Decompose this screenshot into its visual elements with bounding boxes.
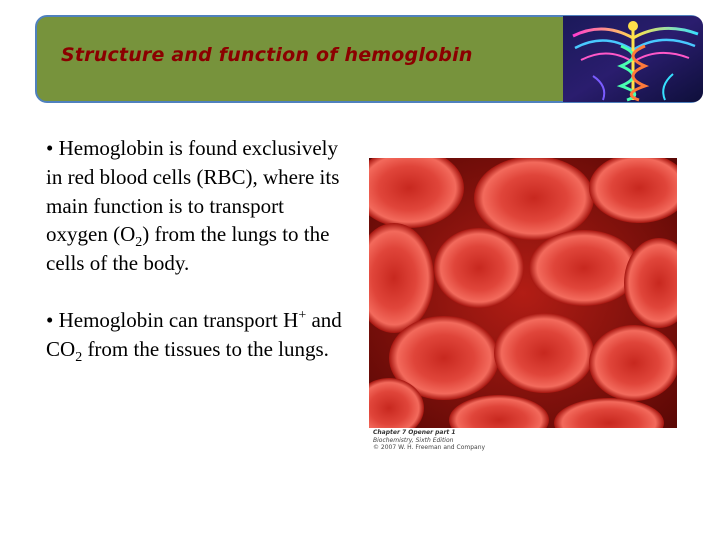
caduceus-icon [563,16,703,102]
bullet2-text-part-a: Hemoglobin can transport H [58,307,299,332]
bullet-marker: • [46,307,54,332]
caption-copyright: © 2007 W. H. Freeman and Company [373,444,486,451]
subscript-2: 2 [75,349,83,365]
bullet-list [46,134,346,392]
bullet1-text-part-a: Hemoglobin is found exclusively in red blood cells (RBC), where its main function is to transport oxygen (O [46,136,340,247]
subscript-2: 2 [135,235,143,251]
superscript-plus: + [298,307,307,323]
red-blood-cells-image [369,158,677,428]
bullet2-text-part-b: and CO [46,307,342,361]
bullet-paragraph-2 [46,306,346,364]
slide-title: Structure and function of hemoglobin [61,44,473,66]
bullet2-text-part-c: from the tissues to the lungs. [82,336,329,361]
figure-caption [373,429,573,452]
caption-title: Chapter 7 Opener part 1 [373,429,456,436]
caption-book: Biochemistry, Sixth Edition [373,436,454,444]
bullet-marker: • [46,136,54,160]
bullet-paragraph-1 [46,134,346,278]
bullet1-text-part-b: ) from the lungs to the cells of the body. [46,222,330,276]
